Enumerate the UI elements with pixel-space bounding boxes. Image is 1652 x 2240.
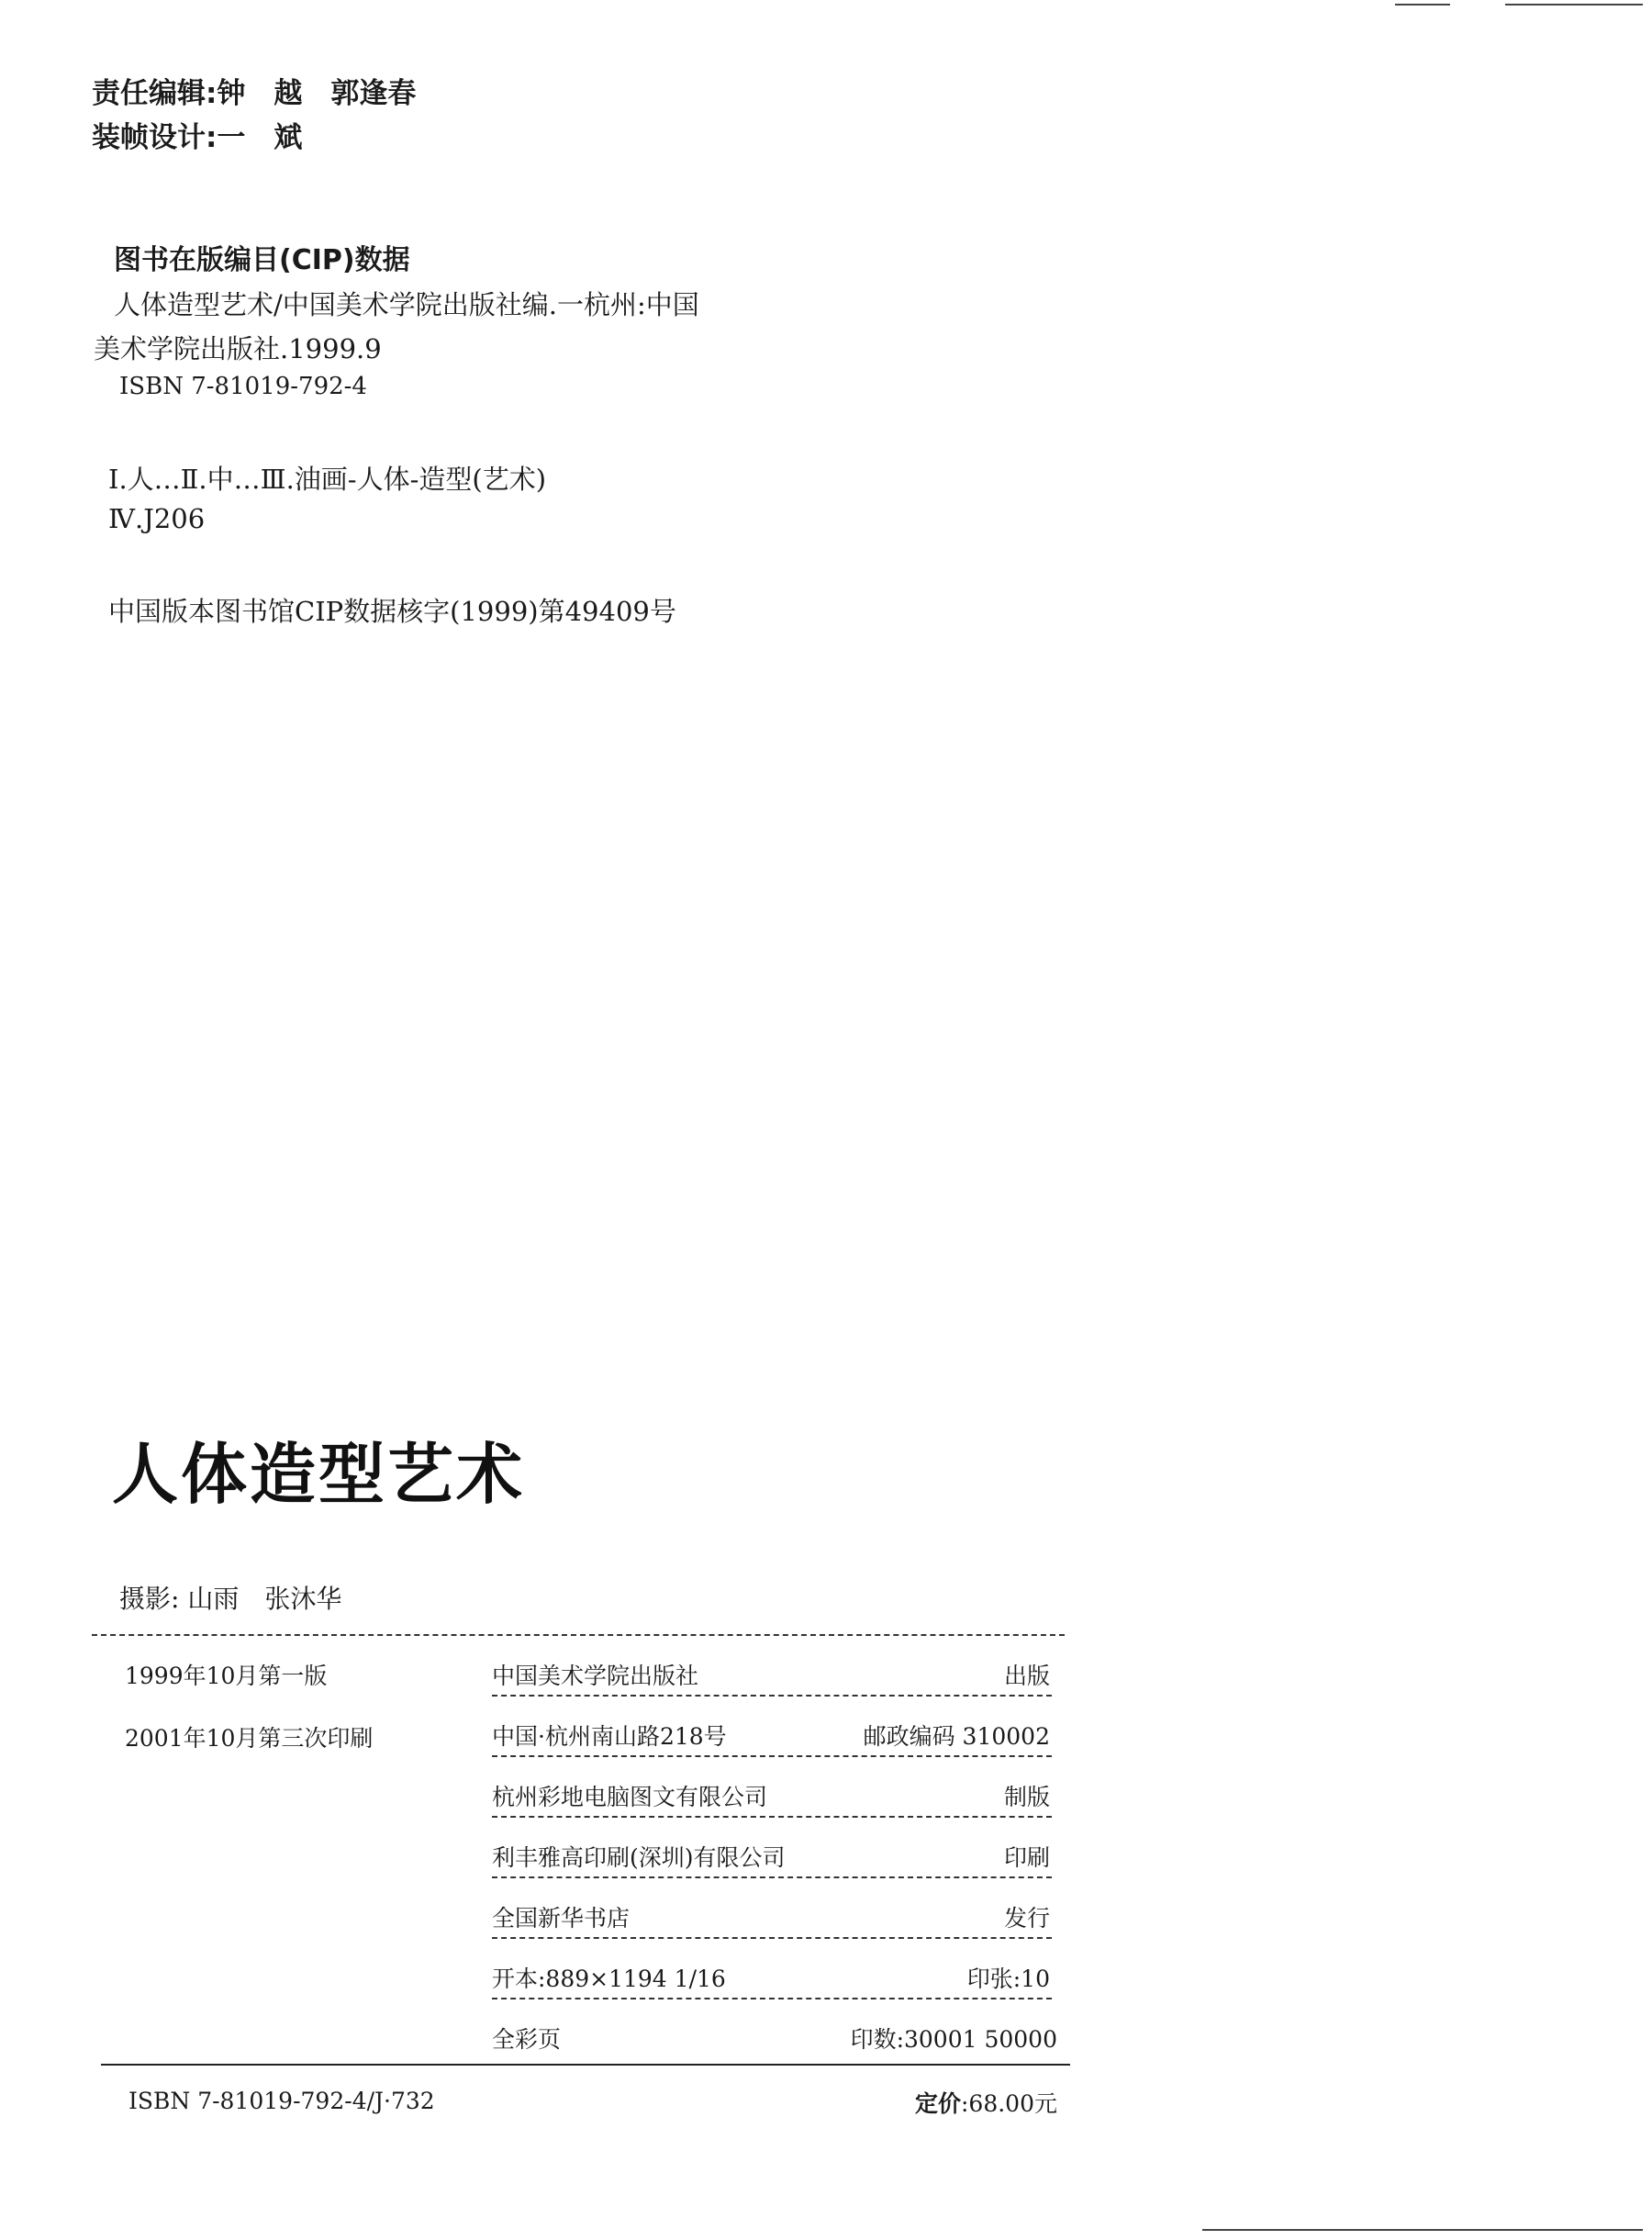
isbn-full: ISBN 7-81019-792-4/J·732	[128, 2088, 435, 2114]
row-rule	[492, 1755, 1052, 1757]
cip-line2: 美术学院出版社.1999.9	[94, 333, 382, 364]
price-label: 定价	[914, 2090, 961, 2117]
row-publisher-role: 出版	[1003, 1663, 1050, 1689]
printing-note: 2001年10月第三次印刷	[125, 1725, 374, 1752]
price	[915, 2086, 1057, 2119]
design-names: 一 斌	[217, 121, 303, 154]
scan-mark	[1202, 2229, 1643, 2231]
cip-class-line2: Ⅳ.J206	[108, 503, 206, 534]
row-printer-role: 印刷	[1003, 1844, 1050, 1871]
cip-class-line1: Ⅰ.人…Ⅱ.中…Ⅲ.油画-人体-造型(艺术)	[108, 464, 547, 495]
row-distributor-role: 发行	[1003, 1905, 1050, 1932]
row-rule	[492, 1937, 1052, 1939]
book-title: 人体造型艺术	[112, 1436, 526, 1513]
scan-mark	[1505, 4, 1643, 6]
row-rule	[492, 1876, 1052, 1878]
row-printer: 利丰雅高印刷(深圳)有限公司	[492, 1844, 786, 1871]
table-bottom-rule	[101, 2064, 1070, 2066]
row-postcode: 邮政编码 310002	[863, 1723, 1050, 1750]
row-rule	[492, 1695, 1052, 1697]
row-platemaker: 杭州彩地电脑图文有限公司	[492, 1784, 768, 1810]
cip-verify: 中国版本图书馆CIP数据核字(1999)第49409号	[108, 596, 676, 627]
cip-heading: 图书在版编目(CIP)数据	[114, 244, 410, 276]
row-rule	[492, 1816, 1052, 1818]
cip-isbn: ISBN 7-81019-792-4	[119, 373, 367, 400]
photography-credit: 摄影: 山雨 张沐华	[119, 1584, 342, 1614]
scan-mark	[1395, 4, 1450, 6]
row-platemaker-role: 制版	[1003, 1784, 1050, 1810]
row-address: 中国·杭州南山路218号	[492, 1723, 727, 1750]
row-sheets: 印张:10	[966, 1966, 1050, 1992]
editor-label: 责任编辑:	[92, 77, 218, 110]
editor-names: 钟 越 郭逢春	[217, 77, 417, 110]
edition-note: 1999年10月第一版	[125, 1663, 328, 1689]
row-format: 开本:889×1194 1/16	[492, 1966, 726, 1992]
price-value: :68.00元	[961, 2090, 1057, 2117]
table-top-rule	[92, 1634, 1065, 1636]
design-credit	[92, 114, 302, 155]
row-distributor: 全国新华书店	[492, 1905, 631, 1932]
design-label: 装帧设计:	[92, 121, 218, 154]
cip-line1: 人体造型艺术/中国美术学院出版社编.一杭州:中国	[114, 289, 699, 320]
row-publisher: 中国美术学院出版社	[492, 1663, 699, 1689]
row-pages: 全彩页	[492, 2026, 562, 2053]
row-print-run: 印数:30001 50000	[850, 2026, 1057, 2053]
editor-credit	[92, 70, 416, 111]
row-rule	[492, 1998, 1052, 1999]
